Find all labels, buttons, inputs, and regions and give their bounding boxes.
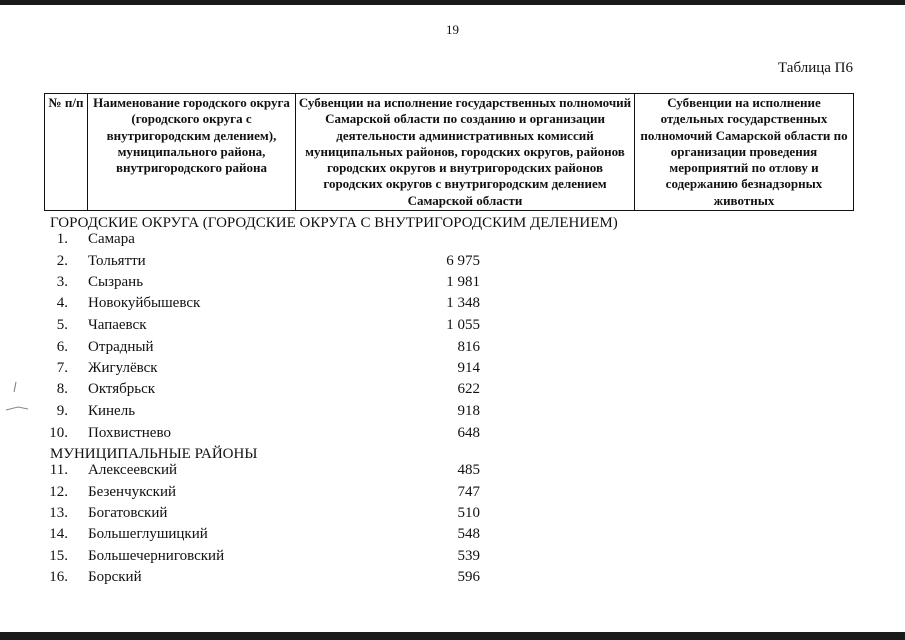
row-value: 1 055 <box>446 317 480 333</box>
row-name: Отрадный <box>88 339 154 355</box>
row-value: 510 <box>457 505 480 521</box>
table-row <box>44 545 504 567</box>
row-value: 485 <box>457 462 480 478</box>
row-number: 6. <box>56 339 68 355</box>
table-row <box>44 357 504 379</box>
table-title: Таблица П6 <box>778 60 853 76</box>
row-number: 15. <box>49 548 68 564</box>
table-row <box>44 292 504 314</box>
row-name: Богатовский <box>88 505 168 521</box>
row-name: Сызрань <box>88 274 144 290</box>
row-name: Большечерниговский <box>88 548 225 564</box>
row-number: 4. <box>56 295 68 311</box>
row-value: 596 <box>457 569 480 585</box>
row-value: 816 <box>457 339 480 355</box>
row-name: Жигулёвск <box>88 360 158 376</box>
row-value: 1 348 <box>446 295 480 311</box>
table-row <box>44 400 504 422</box>
table-row <box>44 502 504 524</box>
row-name: Тольятти <box>88 253 146 269</box>
header-row <box>45 94 854 211</box>
header-col-name: Наименование городского округа (городского округа с внутригородским делением), муниципального района, внутригородского района <box>88 94 296 211</box>
table-row <box>44 459 504 481</box>
header-col-number: № п/п <box>45 94 88 211</box>
table-row <box>44 378 504 400</box>
table-row <box>44 523 504 545</box>
header-col-admin-commissions: Субвенции на исполнение государственных полномочий Самарской области по созданию и организации деятельности административных комиссий муниципальных районов, городских округов, районов городских округов и внутригородских районов городских округов с внутригородским делением Самарской области <box>296 94 635 211</box>
row-name: Алексеевский <box>88 462 178 478</box>
row-value: 918 <box>457 403 480 419</box>
scan-margin-marks <box>4 380 34 420</box>
table-row <box>44 566 504 588</box>
table-row <box>44 228 504 250</box>
row-number: 5. <box>56 317 68 333</box>
row-value: 1 981 <box>446 274 480 290</box>
row-name: Кинель <box>88 403 136 419</box>
table-row <box>44 314 504 336</box>
row-name: Безенчукский <box>88 484 177 500</box>
row-name: Октябрьск <box>88 381 156 397</box>
row-value: 548 <box>457 526 480 542</box>
scan-bottom-border <box>0 632 905 640</box>
table-row <box>44 481 504 503</box>
row-name: Новокуйбышевск <box>88 295 201 311</box>
row-value: 914 <box>457 360 480 376</box>
row-value: 622 <box>457 381 480 397</box>
section-municipal-districts: МУНИЦИПАЛЬНЫЕ РАЙОНЫ <box>50 446 258 462</box>
row-value: 747 <box>457 484 480 500</box>
row-number: 1. <box>56 231 68 247</box>
table-row <box>44 336 504 358</box>
page-number: 19 <box>446 22 459 37</box>
row-value: 648 <box>457 425 480 441</box>
row-number: 12. <box>49 484 68 500</box>
row-number: 11. <box>49 462 68 478</box>
row-number: 9. <box>56 403 68 419</box>
row-number: 16. <box>49 569 68 585</box>
row-number: 14. <box>49 526 68 542</box>
header-col-stray-animals: Субвенции на исполнение отдельных государственных полномочий Самарской области по организации проведения мероприятий по отлову и содержанию безнадзорных животных <box>635 94 854 211</box>
table-row <box>44 422 504 444</box>
scan-top-border <box>0 0 905 5</box>
row-number: 13. <box>49 505 68 521</box>
section-city-districts: ГОРОДСКИЕ ОКРУГА (ГОРОДСКИЕ ОКРУГА С ВНУТРИГОРОДСКИМ ДЕЛЕНИЕМ) <box>50 215 618 231</box>
row-value: 539 <box>457 548 480 564</box>
row-number: 7. <box>56 360 68 376</box>
row-number: 8. <box>56 381 68 397</box>
row-name: Большеглушицкий <box>88 526 208 542</box>
table-row <box>44 250 504 272</box>
row-name: Борский <box>88 569 142 585</box>
row-number: 2. <box>56 253 68 269</box>
row-name: Похвистнево <box>88 425 171 441</box>
row-value: 6 975 <box>446 253 480 269</box>
row-name: Самара <box>88 231 135 247</box>
row-name: Чапаевск <box>88 317 147 333</box>
row-number: 10. <box>49 425 68 441</box>
table-header <box>44 93 854 211</box>
table-row <box>44 271 504 293</box>
row-number: 3. <box>56 274 68 290</box>
